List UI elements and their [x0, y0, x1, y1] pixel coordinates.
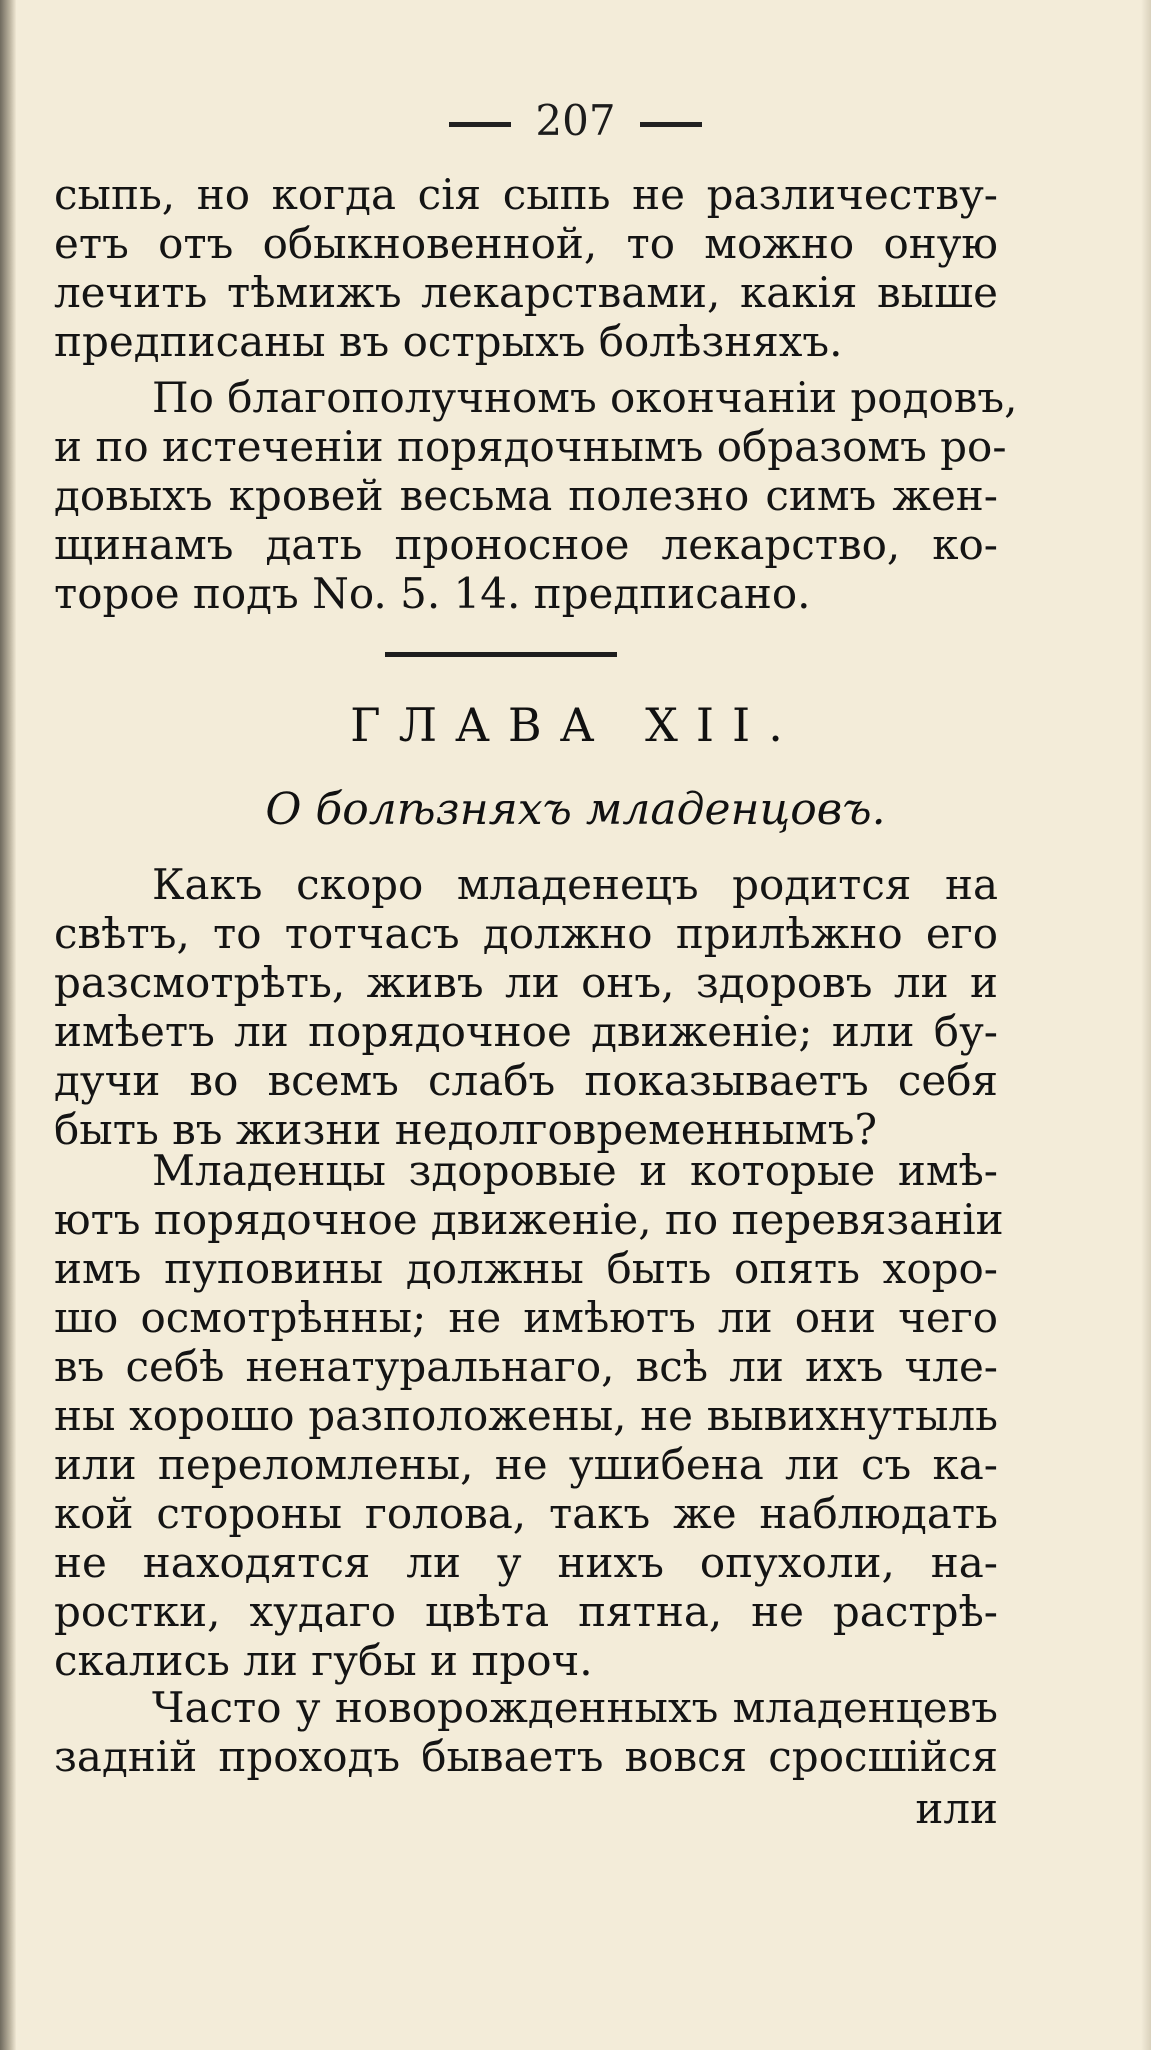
- text-line: По благополучномъ окончаніи родовъ,: [152, 373, 1018, 422]
- text-line: Какъ скоро младенецъ родится на: [152, 860, 998, 909]
- chapter-title: ГЛАВА XII.: [350, 698, 801, 752]
- page-binding-shadow: [0, 0, 16, 2050]
- text-line: ютъ порядочное движеніе, по перевязаніи: [54, 1195, 1004, 1244]
- text-line: дучи во всемъ слабъ показываетъ себя: [54, 1056, 998, 1105]
- paragraph: [54, 860, 998, 1154]
- catchword: или: [915, 1784, 998, 1833]
- text-line: довыхъ кровей весьма полезно симъ жен-: [54, 471, 998, 520]
- text-line: быть въ жизни недолговременнымъ?: [54, 1105, 877, 1154]
- text-line: сыпь, но когда сія сыпь не различеству-: [54, 170, 998, 219]
- section-divider-rule: [385, 652, 617, 657]
- paragraph: [54, 1683, 998, 1781]
- text-line: кой стороны голова, такъ же наблюдать: [54, 1489, 998, 1538]
- text-line: имъ пуповины должны быть опять хоро-: [54, 1244, 998, 1293]
- text-line: въ себѣ ненатуральнаго, всѣ ли ихъ чле-: [54, 1342, 998, 1391]
- text-line: Младенцы здоровые и которые имѣ-: [152, 1146, 998, 1195]
- paragraph: [54, 1146, 1004, 1685]
- text-line: имѣетъ ли порядочное движеніе; или бу-: [54, 1007, 998, 1056]
- page-number-left-dash: [449, 122, 511, 127]
- text-line: шо осмотрѣнны; не имѣютъ ли они чего: [54, 1293, 998, 1342]
- page-number: [0, 96, 1151, 145]
- paragraph-continuation: [54, 170, 998, 366]
- text-line: щинамъ дать проносное лекарство, ко-: [54, 520, 998, 569]
- text-line: разсмотрѣть, живъ ли онъ, здоровъ ли и: [54, 958, 998, 1007]
- text-line: и по истеченіи порядочнымъ образомъ ро-: [54, 422, 1007, 471]
- text-line: или переломлены, не ушибена ли съ ка-: [54, 1440, 998, 1489]
- text-line: ны хорошо разположены, не вывихнутыль: [54, 1391, 998, 1440]
- text-line: етъ отъ обыкновенной, то можно оную: [54, 219, 998, 268]
- text-line: предписаны въ острыхъ болѣзняхъ.: [54, 317, 843, 366]
- text-line: задній проходъ бываетъ вовся сросшійся: [54, 1732, 998, 1781]
- text-line: не находятся ли у нихъ опухоли, на-: [54, 1538, 998, 1587]
- page-edge: [1141, 0, 1151, 2050]
- text-line: лечить тѣмижъ лекарствами, какія выше: [54, 268, 998, 317]
- text-line: скались ли губы и проч.: [54, 1636, 593, 1685]
- text-line: Часто у новорожденныхъ младенцевъ: [152, 1683, 998, 1732]
- text-line: ростки, худаго цвѣта пятна, не растрѣ-: [54, 1587, 998, 1636]
- chapter-subtitle: О болѣзняхъ младенцовъ.: [265, 784, 886, 835]
- text-line: торое подъ No. 5. 14. предписано.: [54, 569, 811, 618]
- paragraph: [54, 373, 1018, 618]
- page-number-right-dash: [640, 122, 702, 127]
- page-number-value: 207: [535, 96, 616, 145]
- text-line: свѣтъ, то тотчасъ должно прилѣжно его: [54, 909, 998, 958]
